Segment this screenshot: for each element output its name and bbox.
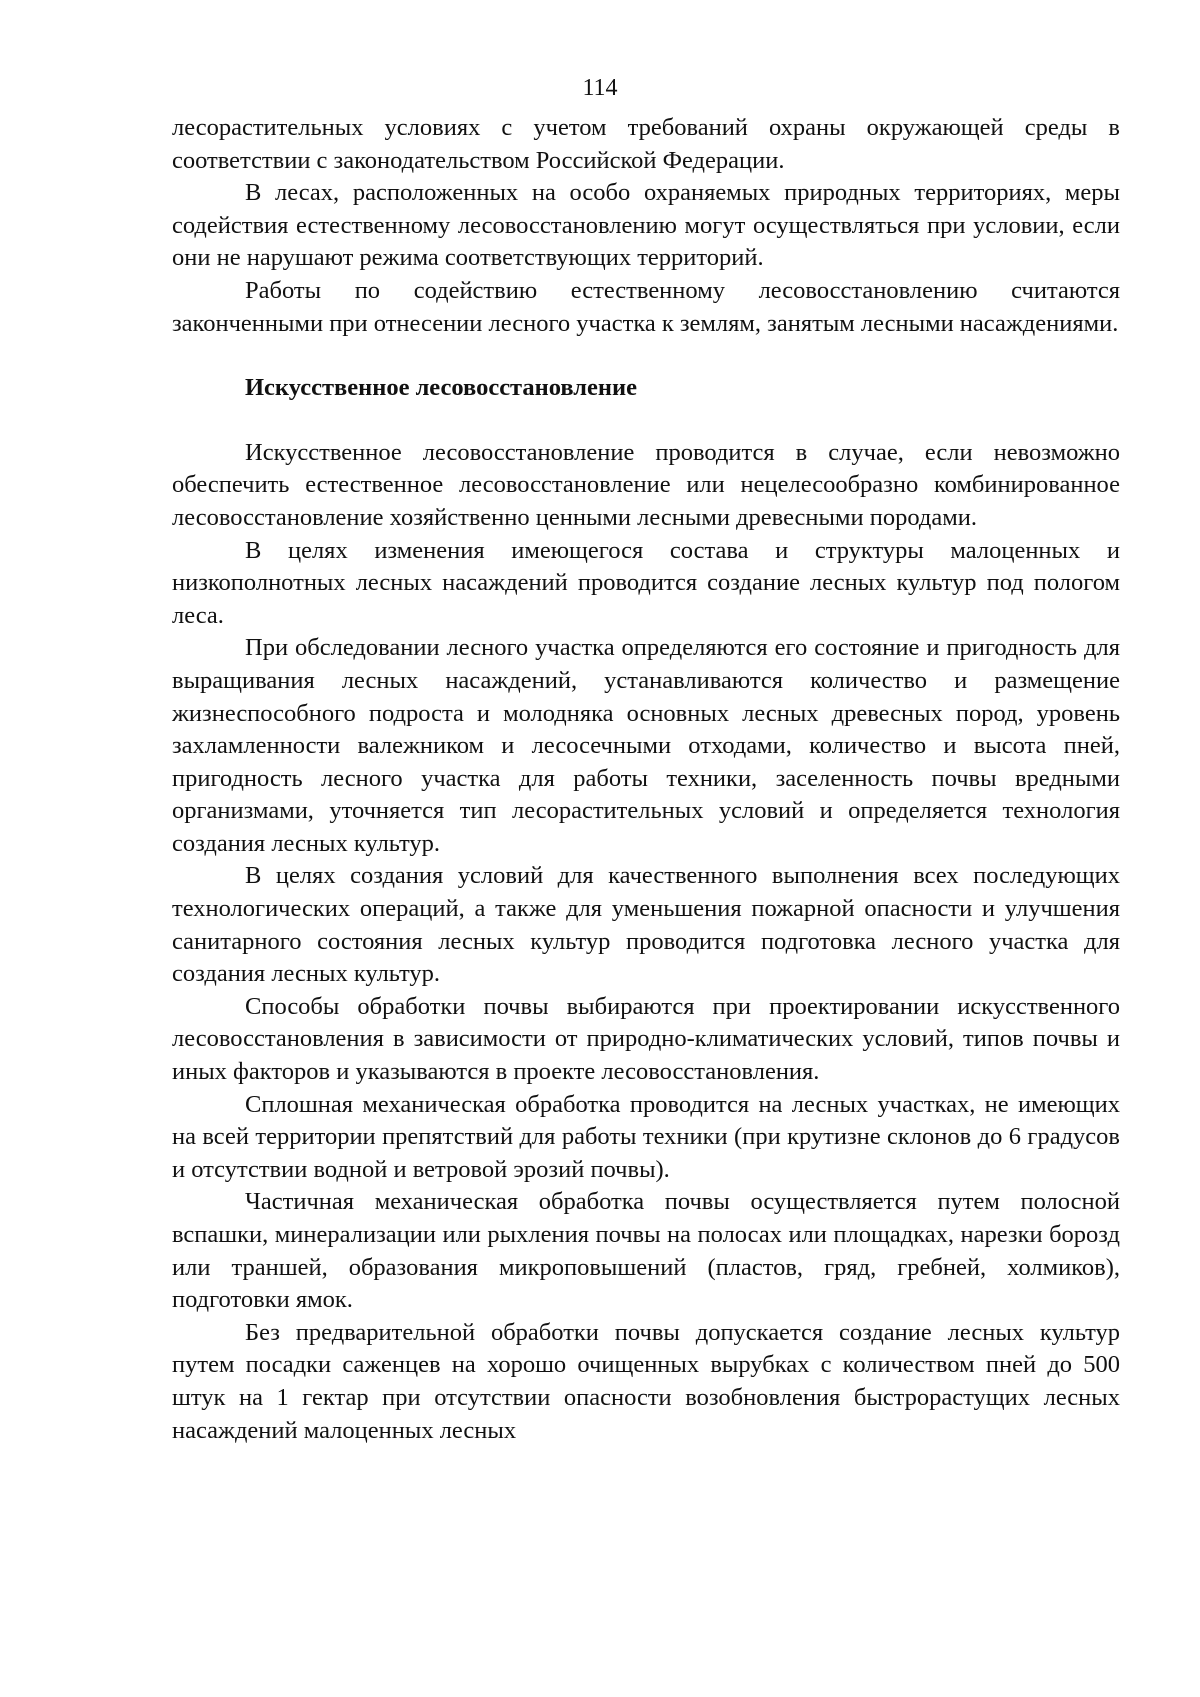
paragraph: Искусственное лесовосстановление проводится в случае, если невозможно обеспечить естественное лесовосстановление или нецелесообразно комбинированное лесовосстановление хозяйственно ценными лесными древесными породами. (172, 438, 1120, 531)
page-content (172, 112, 1120, 1447)
paragraph: В лесах, расположенных на особо охраняемых природных территориях, меры содействия естественному лесовосстановлению могут осуществляться при условии, если они не нарушают режима соответствующих территорий. (172, 179, 1120, 272)
paragraph: Сплошная механическая обработка проводится на лесных участках, не имеющих на всей территории препятствий для работы техники (при крутизне склонов до 6 градусов и отсутствии водной и ветровой эрозий почвы). (172, 1090, 1120, 1183)
paragraph-continued: лесорастительных условиях с учетом требований охраны окружающей среды в соответствии с законодательством Российской Федерации. (172, 114, 1120, 174)
paragraph: Работы по содействию естественному лесовосстановлению считаются законченными при отнесении лесного участка к землям, занятым лесными насаждениями. (172, 276, 1120, 337)
paragraph: В целях изменения имеющегося состава и структуры малоценных и низкополнотных лесных насаждений проводится создание лесных культур под пологом леса. (172, 536, 1120, 629)
section-heading: Искусственное лесовосстановление (245, 374, 638, 402)
page-number: 114 (582, 75, 618, 101)
paragraph: При обследовании лесного участка определяются его состояние и пригодность для выращивания лесных насаждений, устанавливаются количество и размещение жизнеспособного подроста и молодняка основных лесных древесных пород, уровень захламленности валежником и лесосечными отходами, количество и высота пней, пригодность лесного участка для работы техники, заселенность почвы вредными организмами, уточняется тип лесорастительных условий и определяется технология создания лесных культур. (172, 634, 1120, 857)
paragraph: Способы обработки почвы выбираются при проектировании искусственного лесовосстановления в зависимости от природно-климатических условий, типов почвы и иных факторов и указываются в проекте лесовосстановления. (172, 992, 1120, 1086)
paragraph: Без предварительной обработки почвы допускается создание лесных культур путем посадки саженцев на хорошо очищенных вырубках с количеством пней до 500 штук на 1 гектар при отсутствии опасности возобновления быстрорастущих лесных насаждений малоценных лесных (172, 1318, 1120, 1444)
paragraph: В целях создания условий для качественного выполнения всех последующих технологических операций, а также для уменьшения пожарной опасности и улучшения санитарного состояния лесных культур проводится подготовка лесного участка для создания лесных культур. (172, 862, 1120, 988)
paragraph: Частичная механическая обработка почвы осуществляется путем полосной вспашки, минерализации или рыхления почвы на полосах или площадках, нарезки борозд или траншей, образования микроповышений (пластов, гряд, гребней, холмиков), подготовки ямок. (172, 1188, 1120, 1314)
